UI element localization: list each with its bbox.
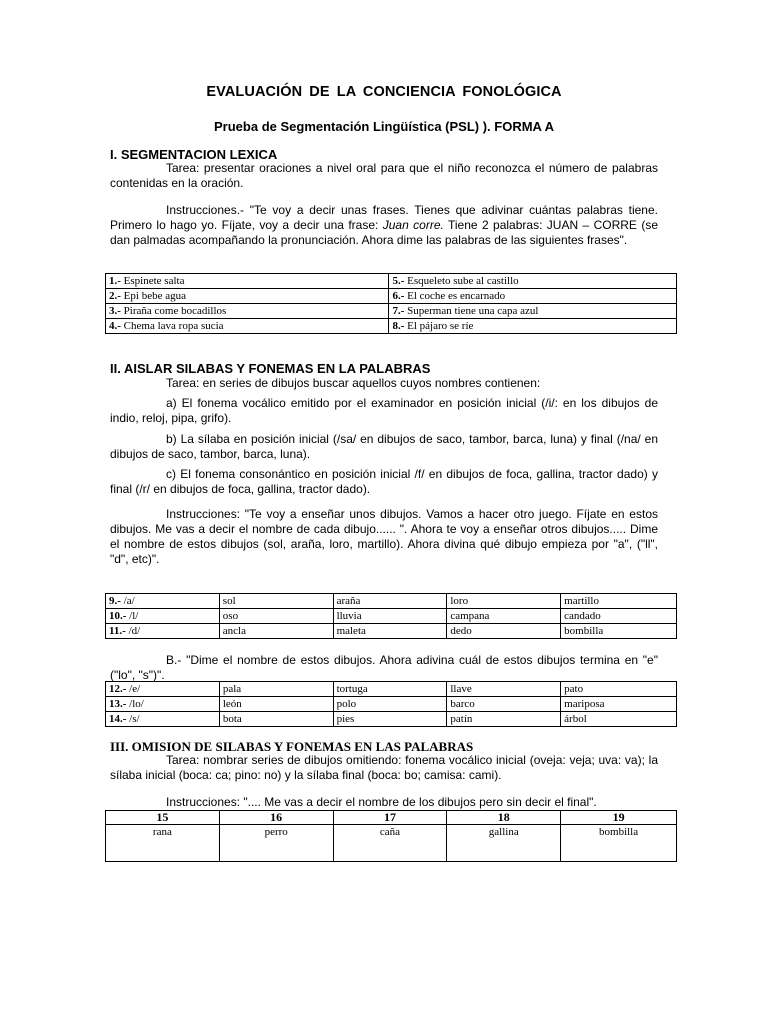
table-header-row: [106, 811, 677, 825]
item-number: 9.-: [109, 595, 121, 607]
section-3-heading: III. OMISION DE SILABAS Y FONEMAS EN LAS PALABRAS: [110, 739, 474, 754]
document-subtitle: Prueba de Segmentación Lingüística (PSL) ). FORMA A: [214, 119, 554, 134]
sentence-cell: [106, 304, 389, 319]
sentence-text: Superman tiene una capa azul: [407, 305, 539, 317]
table-row: [106, 304, 677, 319]
sentence-text: Piraña come bocadillos: [123, 305, 227, 317]
word-cell: mariposa: [561, 697, 677, 712]
item-number: 12.-: [109, 683, 127, 695]
sentence-cell: [106, 319, 389, 334]
word-cell: patín: [447, 712, 561, 727]
section-3-task: Tarea: nombrar series de dibujos omitiendo: fonema vocálico inicial (oveja: veja; uva: va); la sílaba inicial (boca: ca; pino: no) y la sílaba final (boca: bo; camisa: cami).: [110, 753, 658, 782]
phoneme-cell: [106, 682, 220, 697]
word-cell: bota: [219, 712, 333, 727]
word-cell: bombilla: [561, 825, 677, 862]
sentence-text: Esqueleto sube al castillo: [407, 275, 519, 287]
section-2-table-1: [105, 593, 677, 639]
table-row: [106, 712, 677, 727]
item-number: 1.-: [109, 275, 121, 287]
phoneme-code: /d/: [128, 625, 141, 637]
word-cell: dedo: [447, 624, 561, 639]
item-number: 8.-: [392, 320, 405, 332]
table-row: [106, 289, 677, 304]
table-row: [106, 594, 677, 609]
item-number: 13.-: [109, 698, 127, 710]
section-2-table-2: [105, 681, 677, 727]
sentence-cell: [389, 289, 677, 304]
item-number: 7.-: [392, 305, 405, 317]
section-1-instructions-part-b: Tiene 2 palabras: JUAN – CORRE (se dan palmadas acompañando la pronunciación. Ahora dime las palabras de las siguientes frases".: [110, 218, 659, 247]
table-row: [106, 609, 677, 624]
word-cell: tortuga: [333, 682, 447, 697]
section-2-task: Tarea: en series de dibujos buscar aquellos cuyos nombres contienen:: [166, 376, 541, 390]
sentence-cell: [389, 319, 677, 334]
word-cell: barco: [447, 697, 561, 712]
section-2-instructions: Instrucciones: "Te voy a enseñar unos dibujos. Vamos a hacer otro juego. Fíjate en estos dibujos. Me vas a decir el nombre de cada dibujo...... ". Ahora te voy a enseñar otros dibujos..... Dime el nombre de estos dibujos (sol, araña, loro, martillo). Ahora divina qué dibujo empieza por "a", ("ll", "d", etc)".: [110, 507, 658, 566]
word-cell: campana: [447, 609, 561, 624]
section-3-instructions: Instrucciones: ".... Me vas a decir el nombre de los dibujos pero sin decir el final".: [166, 795, 597, 809]
sentence-text: Chema lava ropa sucia: [123, 320, 224, 332]
phoneme-cell: [106, 609, 220, 624]
sentence-cell: [106, 274, 389, 289]
word-cell: árbol: [561, 712, 677, 727]
word-cell: perro: [219, 825, 333, 862]
phoneme-cell: [106, 624, 220, 639]
word-cell: maleta: [333, 624, 447, 639]
item-number: 10.-: [109, 610, 127, 622]
table-row: [106, 274, 677, 289]
word-cell: candado: [561, 609, 677, 624]
word-cell: araña: [333, 594, 447, 609]
word-cell: león: [219, 697, 333, 712]
section-1-instructions: [110, 203, 658, 248]
table-row: [106, 825, 677, 862]
sentence-text: Epi bebe agua: [123, 290, 186, 302]
phoneme-code: /e/: [129, 683, 141, 695]
section-2-item-b: b) La sílaba en posición inicial (/sa/ en dibujos de saco, tambor, barca, luna) y final (/na/ en dibujos de saco, tambor, barca, luna).: [110, 432, 658, 461]
word-cell: pato: [561, 682, 677, 697]
word-cell: lluvia: [333, 609, 447, 624]
sentence-text: Espinete salta: [123, 275, 185, 287]
section-1-task: Tarea: presentar oraciones a nivel oral para que el niño reconozca el número de palabras contenidas en la oración.: [110, 161, 658, 190]
item-number-cell: 18: [447, 811, 561, 825]
word-cell: pala: [219, 682, 333, 697]
section-1-table: [105, 273, 677, 334]
section-1-instructions-example: Juan corre.: [382, 218, 444, 232]
section-1-instructions-part-a: Instrucciones.- "Te voy a decir unas frases. Tienes que adivinar cuántas palabras tiene. Primero lo hago yo. Fíjate, voy a decir una frase:: [110, 203, 658, 232]
section-3-table: [105, 810, 677, 862]
table-row: [106, 624, 677, 639]
phoneme-code: /a/: [123, 595, 135, 607]
item-number: 5.-: [392, 275, 405, 287]
section-2-item-a: a) El fonema vocálico emitido por el examinador en posición inicial (/i/: en los dibujos de indio, reloj, pipa, grifo).: [110, 396, 658, 425]
document-title: EVALUACIÓN DE LA CONCIENCIA FONOLÓGICA: [206, 84, 562, 100]
table-row: [106, 319, 677, 334]
word-cell: bombilla: [561, 624, 677, 639]
item-number: 2.-: [109, 290, 121, 302]
item-number: 6.-: [392, 290, 405, 302]
word-cell: polo: [333, 697, 447, 712]
word-cell: ancla: [219, 624, 333, 639]
word-cell: martillo: [561, 594, 677, 609]
section-2-heading: II. AISLAR SILABAS Y FONEMAS EN LA PALABRAS: [110, 361, 431, 376]
sentence-text: El coche es encarnado: [407, 290, 506, 302]
item-number-cell: 17: [333, 811, 447, 825]
section-2-part-b: B.- "Dime el nombre de estos dibujos. Ahora adivina cuál de estos dibujos termina en "e" ("lo", "s")".: [110, 653, 658, 682]
word-cell: gallina: [447, 825, 561, 862]
table-row: [106, 697, 677, 712]
word-cell: llave: [447, 682, 561, 697]
table-row: [106, 682, 677, 697]
phoneme-code: /s/: [129, 713, 140, 725]
item-number-cell: 15: [106, 811, 220, 825]
word-cell: pies: [333, 712, 447, 727]
item-number: 11.-: [109, 625, 126, 637]
item-number: 4.-: [109, 320, 121, 332]
sentence-cell: [389, 304, 677, 319]
sentence-cell: [106, 289, 389, 304]
phoneme-cell: [106, 712, 220, 727]
word-cell: rana: [106, 825, 220, 862]
item-number-cell: 16: [219, 811, 333, 825]
phoneme-cell: [106, 697, 220, 712]
item-number: 3.-: [109, 305, 121, 317]
section-2-item-c: c) El fonema consonántico en posición inicial /f/ en dibujos de foca, gallina, tractor dado) y final (/r/ en dibujos de foca, gallina, tractor dado).: [110, 467, 658, 496]
phoneme-code: /l/: [129, 610, 139, 622]
word-cell: caña: [333, 825, 447, 862]
item-number-cell: 19: [561, 811, 677, 825]
phoneme-cell: [106, 594, 220, 609]
sentence-text: El pájaro se ríe: [407, 320, 474, 332]
word-cell: sol: [219, 594, 333, 609]
word-cell: oso: [219, 609, 333, 624]
sentence-cell: [389, 274, 677, 289]
item-number: 14.-: [109, 713, 127, 725]
word-cell: loro: [447, 594, 561, 609]
section-1-heading: I. SEGMENTACION LEXICA: [110, 147, 278, 162]
phoneme-code: /lo/: [129, 698, 144, 710]
